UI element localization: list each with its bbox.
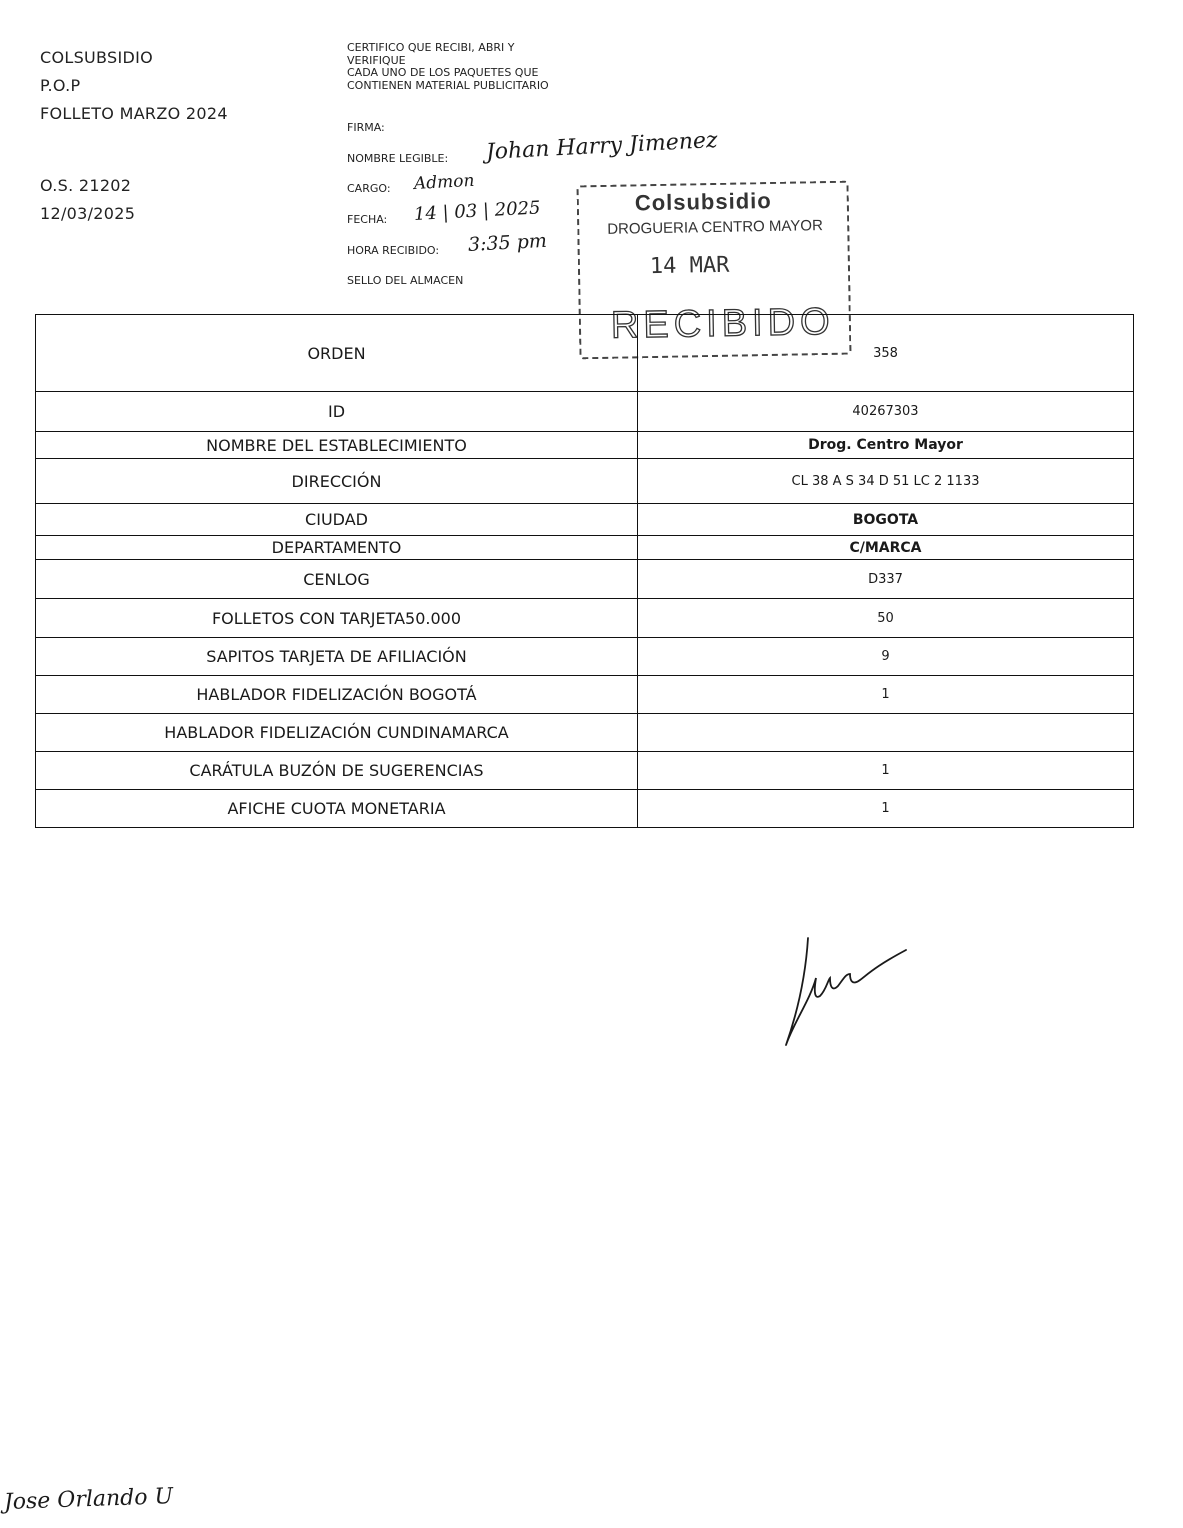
row-value (638, 714, 1133, 751)
os-date: 12/03/2025 (40, 204, 136, 223)
table-row (36, 637, 1133, 675)
cargo-label: CARGO: (347, 182, 391, 195)
row-value: BOGOTA (852, 511, 919, 528)
table-row (36, 789, 1133, 827)
row-value: Drog. Centro Mayor (808, 437, 963, 453)
row-label: HABLADOR FIDELIZACIÓN CUNDINAMARCA (36, 714, 638, 751)
delivery-table (35, 314, 1134, 828)
row-value: 1 (881, 801, 890, 816)
row-label: DIRECCIÓN (36, 459, 638, 503)
row-value: 50 (877, 610, 894, 626)
row-value: CL 38 A S 34 D 51 LC 2 1133 (791, 473, 980, 489)
footer-handwritten-name: Jose Orlando U (3, 1484, 174, 1515)
company-name: COLSUBSIDIO (40, 48, 154, 67)
header-block (40, 44, 228, 228)
os-number: O.S. 21202 (40, 176, 132, 195)
row-value: 1 (881, 763, 890, 778)
row-label: CIUDAD (36, 504, 638, 535)
row-value: 9 (881, 649, 890, 664)
row-label: AFICHE CUOTA MONETARIA (36, 790, 638, 827)
table-row (36, 751, 1133, 789)
cert-line: CADA UNO DE LOS PAQUETES QUE (347, 66, 539, 79)
certification-text (347, 42, 549, 92)
hora-value: 3:35 pm (467, 229, 548, 256)
row-label: FOLLETOS CON TARJETA50.000 (36, 599, 638, 637)
row-label: ORDEN (36, 315, 638, 391)
table-row (36, 391, 1133, 431)
nombre-label: NOMBRE LEGIBLE: (347, 152, 449, 165)
row-value: 358 (873, 345, 898, 361)
row-label: SAPITOS TARJETA DE AFILIACIÓN (36, 638, 638, 675)
table-row (36, 675, 1133, 713)
cargo-value: Admon (413, 170, 475, 194)
row-value: 40267303 (852, 404, 919, 419)
table-row (36, 559, 1133, 598)
firma-label: FIRMA: (347, 121, 385, 134)
table-row (36, 503, 1133, 535)
table-row (36, 713, 1133, 751)
nombre-value: Johan Harry Jimenez (485, 127, 719, 165)
cert-line: VERIFIQUE (347, 53, 406, 67)
table-row (36, 535, 1133, 559)
row-value: C/MARCA (849, 539, 922, 556)
fecha-value: 14 | 03 | 2025 (413, 197, 542, 225)
row-label: NOMBRE DEL ESTABLECIMIENTO (36, 432, 638, 458)
row-label: CARÁTULA BUZÓN DE SUGERENCIAS (36, 752, 638, 789)
table-row (36, 315, 1133, 391)
table-row (36, 458, 1133, 503)
row-value: 1 (881, 687, 890, 702)
pop-label: P.O.P (40, 76, 81, 95)
row-label: ID (36, 392, 638, 431)
cert-line: CERTIFICO QUE RECIBI, ABRI Y (347, 41, 515, 54)
hora-label: HORA RECIBIDO: (347, 244, 440, 257)
sello-label: SELLO DEL ALMACEN (347, 274, 464, 287)
fecha-label: FECHA: (347, 213, 388, 226)
table-row (36, 598, 1133, 637)
stamp-store: DROGUERIA CENTRO MAYOR (607, 217, 823, 238)
stamp-brand: Colsubsidio (634, 187, 772, 216)
cert-line: CONTIENEN MATERIAL PUBLICITARIO (347, 78, 549, 92)
table-row (36, 431, 1133, 458)
row-label: DEPARTAMENTO (36, 536, 638, 559)
signature-mark (780, 930, 920, 1055)
row-label: CENLOG (36, 560, 638, 598)
row-value: D337 (868, 571, 903, 587)
campaign-title: FOLLETO MARZO 2024 (40, 104, 228, 123)
stamp-status: RECIBIDO (610, 300, 835, 347)
stamp-date: 14 MAR (649, 252, 730, 280)
row-label: HABLADOR FIDELIZACIÓN BOGOTÁ (36, 676, 638, 713)
